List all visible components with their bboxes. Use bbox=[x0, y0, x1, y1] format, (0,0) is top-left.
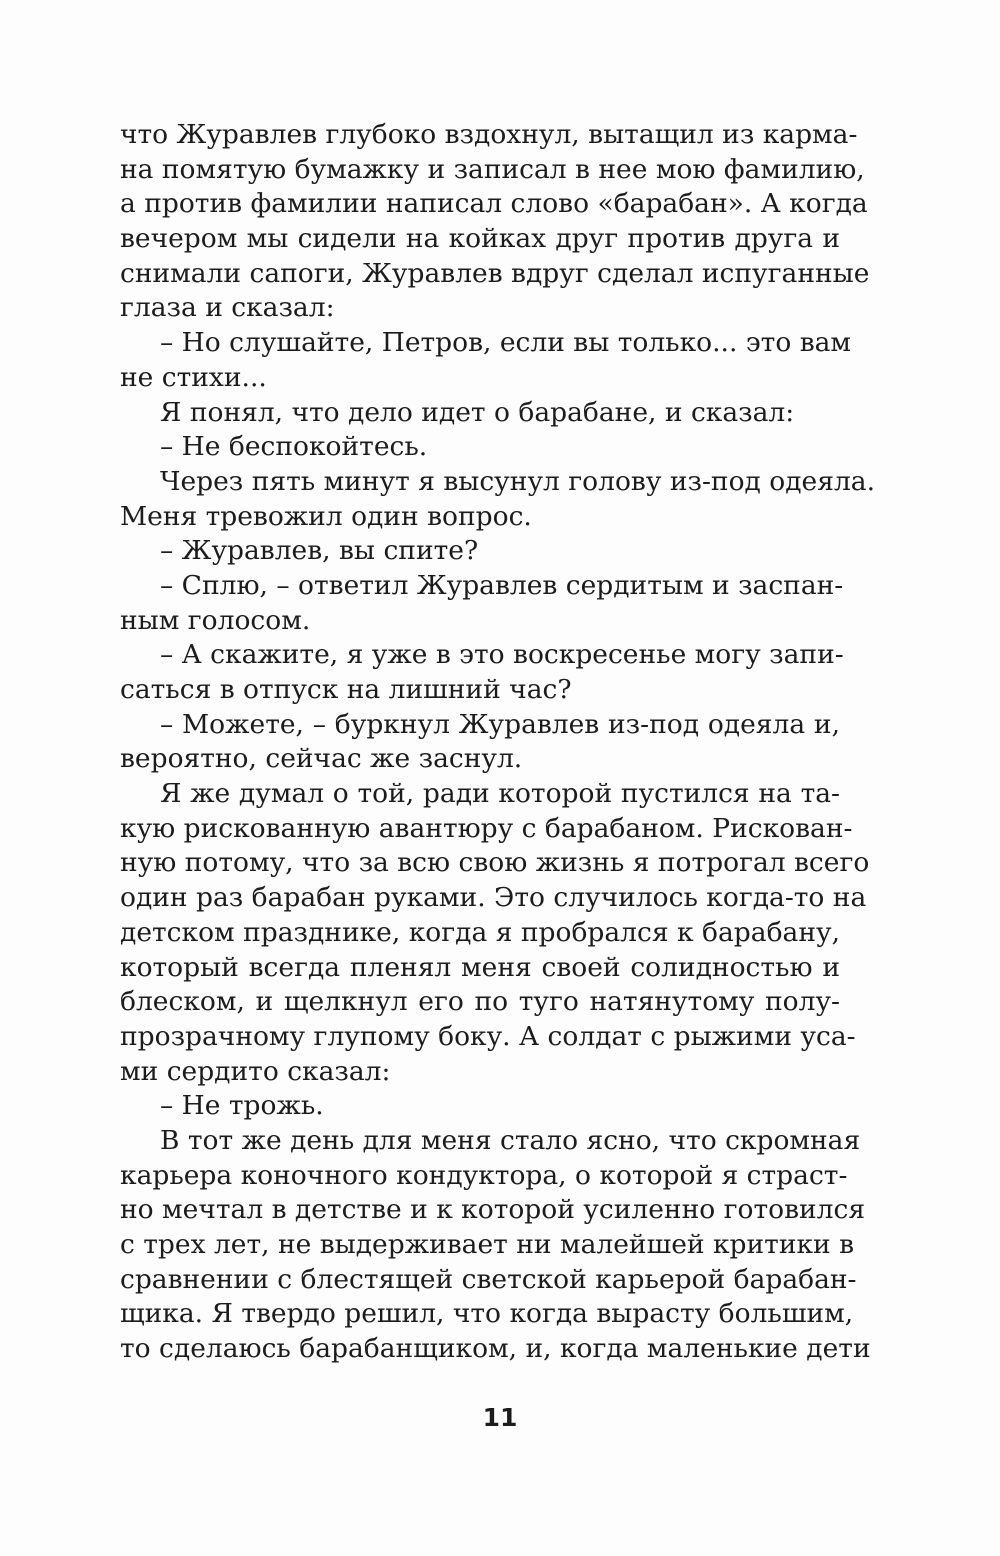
text-line: один раз барабан руками. Это случилось когда-то на bbox=[120, 882, 867, 914]
text-line: – Журавлев, вы спите? bbox=[160, 535, 479, 567]
text-line: Я понял, что дело идет о барабане, и сказал: bbox=[160, 396, 795, 428]
text-line: снимали сапоги, Журавлев вдруг сделал испуганные bbox=[120, 257, 870, 289]
text-line: прозрачному глупому боку. А солдат с рыжими уса- bbox=[120, 1020, 856, 1052]
text-line: – Сплю, – ответил Журавлев сердитым и заспан- bbox=[160, 569, 844, 601]
text-line: на помятую бумажку и записал в нее мою фамилию, bbox=[120, 153, 865, 185]
text-line: щика. Я твердо решил, что когда вырасту большим, bbox=[120, 1298, 854, 1330]
text-line: – Но слушайте, Петров, если вы только... это вам bbox=[160, 327, 852, 359]
text-line: детском празднике, когда я пробрался к барабану, bbox=[120, 916, 840, 948]
text-line: то сделаюсь барабанщиком, и, когда маленькие дети bbox=[120, 1333, 871, 1365]
text-line: – Можете, – буркнул Журавлев из-под одеяла и, bbox=[160, 708, 840, 740]
text-line: кую рискованную авантюру с барабаном. Рискован- bbox=[120, 812, 853, 844]
page-number: 11 bbox=[482, 1403, 518, 1432]
text-line: карьера коночного кондуктора, о которой я страст- bbox=[120, 1159, 848, 1191]
text-line: но мечтал в детстве и к которой усиленно готовился bbox=[120, 1194, 866, 1226]
text-line: что Журавлев глубоко вздохнул, вытащил из карма- bbox=[120, 119, 858, 150]
text-line: который всегда пленял меня своей солидностью и bbox=[120, 951, 840, 983]
body-text bbox=[120, 118, 876, 1367]
text-line: саться в отпуск на лишний час? bbox=[120, 674, 572, 705]
text-line: ным голосом. bbox=[120, 604, 311, 636]
text-line: с трех лет, не выдерживает ни малейшей критики в bbox=[120, 1229, 855, 1260]
text-line: – Не беспокойтесь. bbox=[160, 431, 428, 463]
text-line: Через пять минут я высунул голову из-под одеяла. bbox=[160, 465, 876, 497]
text-line: В тот же день для меня стало ясно, что скромная bbox=[160, 1124, 861, 1156]
text-line: Я же думал о той, ради которой пустился на та- bbox=[160, 778, 840, 810]
text-line: сравнении с блестящей светской карьерой барабан- bbox=[120, 1263, 857, 1295]
text-line: а против фамилии написал слово «барабан». А когда bbox=[120, 188, 868, 220]
text-line: не стихи... bbox=[120, 361, 267, 393]
text-line: ми сердито сказал: bbox=[120, 1055, 391, 1087]
text-line: вечером мы сидели на койках друг против друга и bbox=[120, 223, 840, 255]
text-line: – А скажите, я уже в это воскресенье могу запи- bbox=[160, 639, 844, 671]
text-line: вероятно, сейчас же заснул. bbox=[120, 743, 523, 775]
text-line: глаза и сказал: bbox=[120, 292, 335, 324]
text-line: Меня тревожил один вопрос. bbox=[120, 500, 532, 532]
text-line: – Не трожь. bbox=[160, 1090, 324, 1122]
text-line: ную потому, что за всю свою жизнь я потрогал всего bbox=[120, 847, 870, 879]
text-line: блеском, и щелкнул его по туго натянутому полу- bbox=[120, 986, 840, 1018]
